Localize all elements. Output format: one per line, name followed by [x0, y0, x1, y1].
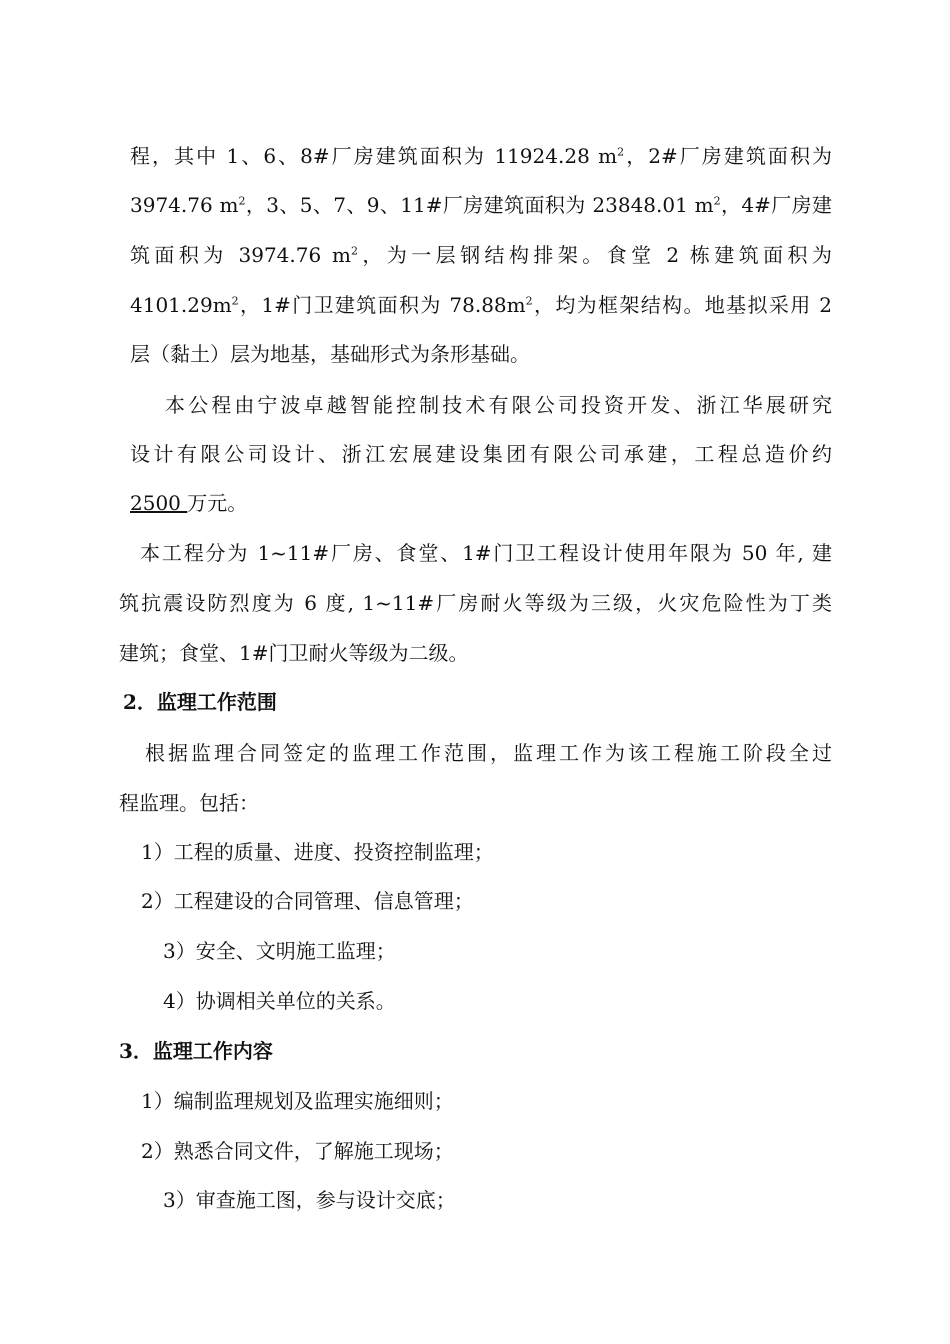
- section-2-heading: 2．监理工作范围: [123, 690, 277, 714]
- section-2-item-1: 1）工程的质量、进度、投资控制监理；: [141, 840, 494, 864]
- section-2-intro-line-2: 程监理。包括：: [119, 791, 259, 815]
- section-2-intro-line-1: 根据监理合同签定的监理工作范围，监理工作为该工程施工阶段全过: [145, 741, 832, 765]
- total-cost-amount: 2500: [130, 491, 188, 515]
- section-3-item-2: 2）熟悉合同文件，了解施工现场；: [141, 1139, 454, 1163]
- paragraph-1-line-1: 程，其中 1、6、8#厂房建筑面积为 11924.28 $m^2$，2#厂房建筑面积为: [130, 144, 832, 168]
- paragraph-3-line-1: 本工程分为 1~11#厂房、食堂、1#门卫工程设计使用年限为 50 年, 建: [140, 541, 832, 565]
- section-3-item-1: 1）编制监理规划及监理实施细则；: [141, 1089, 454, 1113]
- paragraph-1-line-5: 层（黏土）层为地基，基础形式为条形基础。: [130, 342, 530, 366]
- paragraph-3-line-3: 建筑；食堂、1#门卫耐火等级为二级。: [119, 641, 469, 665]
- section-3-heading: 3．监理工作内容: [119, 1039, 273, 1063]
- paragraph-1-line-2: 3974.76 $m^2$，3、5、7、9、11#厂房建筑面积为 23848.01 $m^2$，4#厂房建: [130, 193, 833, 217]
- paragraph-2-line-3: 2500 万元。: [130, 491, 248, 515]
- section-2-item-2: 2）工程建设的合同管理、信息管理；: [141, 889, 474, 913]
- paragraph-2-line-1: 本公程由宁波卓越智能控制技术有限公司投资开发、浙江华展研究: [165, 393, 832, 417]
- paragraph-1-line-3: 筑面积为 3974.76 $m^2$，为一层钢结构排架。食堂 2 栋建筑面积为: [130, 243, 832, 267]
- paragraph-3-line-2: 筑抗震设防烈度为 6 度, 1~11#厂房耐火等级为三级，火灾危险性为丁类: [119, 591, 832, 615]
- paragraph-1-line-4: $4101.29m^2$，1#门卫建筑面积为 $78.88m^2$，均为框架结构。地基拟采用 2: [130, 293, 832, 317]
- paragraph-2-line-2: 设计有限公司设计、浙江宏展建设集团有限公司承建，工程总造价约: [130, 442, 832, 466]
- section-3-item-3: 3）审查施工图，参与设计交底；: [163, 1188, 456, 1212]
- section-2-item-4: 4）协调相关单位的关系。: [163, 989, 396, 1013]
- section-2-item-3: 3）安全、文明施工监理；: [163, 939, 396, 963]
